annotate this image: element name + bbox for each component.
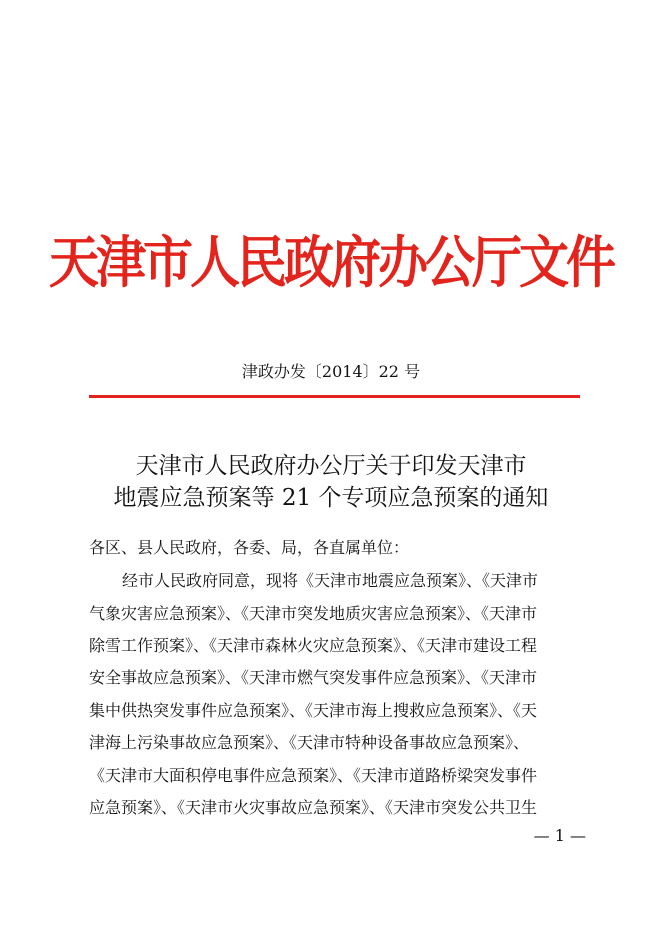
masthead-title: 天津市人民政府办公厅文件 bbox=[49, 230, 613, 296]
salutation: 各区、县人民政府，各委、局，各直属单位： bbox=[89, 538, 410, 557]
document-title-line-1: 天津市人民政府办公厅关于印发天津市 bbox=[135, 453, 527, 479]
body-line: 安全事故应急预案》、《天津市燃气突发事件应急预案》、《天津市 bbox=[89, 668, 538, 687]
body-line: 除雪工作预案》、《天津市森林火灾应急预案》、《天津市建设工程 bbox=[89, 636, 538, 655]
document-number: 津政办发〔2014〕22 号 bbox=[241, 362, 421, 381]
document-title-line-2: 地震应急预案等 21 个专项应急预案的通知 bbox=[113, 485, 549, 511]
red-divider-line bbox=[89, 395, 580, 398]
body-line: 集中供热突发事件应急预案》、《天津市海上搜救应急预案》、《天 bbox=[89, 701, 538, 720]
body-line: 应急预案》、《天津市火灾事故应急预案》、《天津市突发公共卫生 bbox=[89, 798, 538, 817]
body-line: 经市人民政府同意，现将《天津市地震应急预案》、《天津市 bbox=[122, 571, 539, 590]
page-number: — 1 — bbox=[533, 826, 586, 845]
body-line: 津海上污染事故应急预案》、《天津市特种设备事故应急预案》、 bbox=[89, 733, 530, 752]
body-line: 气象灾害应急预案》、《天津市突发地质灾害应急预案》、《天津市 bbox=[89, 604, 538, 623]
body-line: 《天津市大面积停电事件应急预案》、《天津市道路桥梁突发事件 bbox=[89, 766, 538, 785]
